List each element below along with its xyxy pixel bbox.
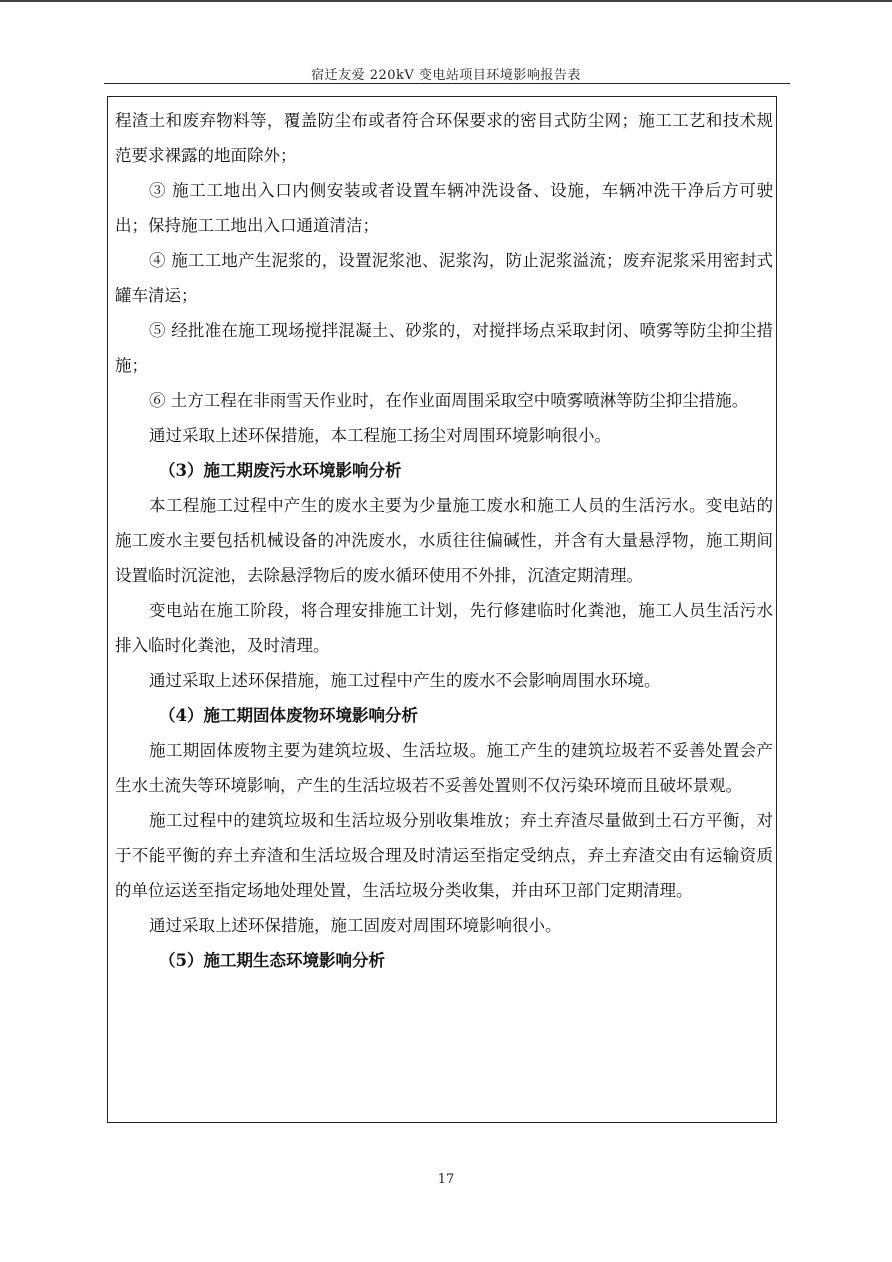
paragraph-mud-pool: ④ 施工工地产生泥浆的，设置泥浆池、泥浆沟，防止泥浆溢流；废弃泥浆采用密封式罐车清运； [115,251,773,305]
paragraph-concrete-mixing: ⑤ 经批准在施工现场搅拌混凝土、砂浆的，对搅拌场点采取封闭、喷雾等防尘抑尘措施； [115,321,773,375]
section-heading-solid-waste: （4）施工期固体废物环境影响分析 [159,706,418,725]
top-border-line [0,0,892,2]
section-heading-wastewater: （3）施工期废污水环境影响分析 [159,461,402,480]
paragraph-dust-conclusion: 通过采取上述环保措施，本工程施工扬尘对周围环境影响很小。 [149,426,611,445]
paragraph-solid-waste-handling: 施工过程中的建筑垃圾和生活垃圾分别收集堆放；弃土弃渣尽量做到土石方平衡，对于不能平衡的弃土弃渣和生活垃圾合理及时清运至指定受纳点，弃土弃渣交由有运输资质的单位运送至指定场地处理处置，生活垃圾分类收集，并由环卫部门定期清理。 [115,811,773,900]
paragraph-solid-waste-conclusion: 通过采取上述环保措施，施工固废对周围环境影响很小。 [149,916,562,935]
section-heading-ecology: （5）施工期生态环境影响分析 [159,951,385,970]
page-number: 17 [437,1172,455,1187]
paragraph-dust-cover: 程渣土和废弃物料等，覆盖防尘布或者符合环保要求的密目式防尘网；施工工艺和技术规范要求裸露的地面除外； [115,111,773,165]
paragraph-wastewater-conclusion: 通过采取上述环保措施，施工过程中产生的废水不会影响周围水环境。 [149,671,661,690]
document-header-title: 宿迁友爱 220kV 变电站项目环境影响报告表 [311,68,581,83]
paragraph-earthwork-spray: ⑥ 土方工程在非雨雪天作业时，在作业面周围采取空中喷雾喷淋等防尘抑尘措施。 [149,391,749,410]
paragraph-septic-tank: 变电站在施工阶段，将合理安排施工计划，先行修建临时化粪池，施工人员生活污水排入临时化粪池，及时清理。 [115,601,773,655]
paragraph-wastewater-sources: 本工程施工过程中产生的废水主要为少量施工废水和施工人员的生活污水。变电站的施工废水主要包括机械设备的冲洗废水，水质往往偏碱性，并含有大量悬浮物，施工期间设置临时沉淀池，去除悬浮物后的废水循环使用不外排，沉渣定期清理。 [115,496,773,585]
paragraph-solid-waste-types: 施工期固体废物主要为建筑垃圾、生活垃圾。施工产生的建筑垃圾若不妥善处置会产生水土流失等环境影响，产生的生活垃圾若不妥善处置则不仅污染环境而且破坏景观。 [115,741,773,795]
document-body [115,103,773,978]
header-divider [104,83,790,84]
paragraph-vehicle-wash: ③ 施工工地出入口内侧安装或者设置车辆冲洗设备、设施，车辆冲洗干净后方可驶出；保持施工工地出入口通道清洁； [115,181,773,235]
